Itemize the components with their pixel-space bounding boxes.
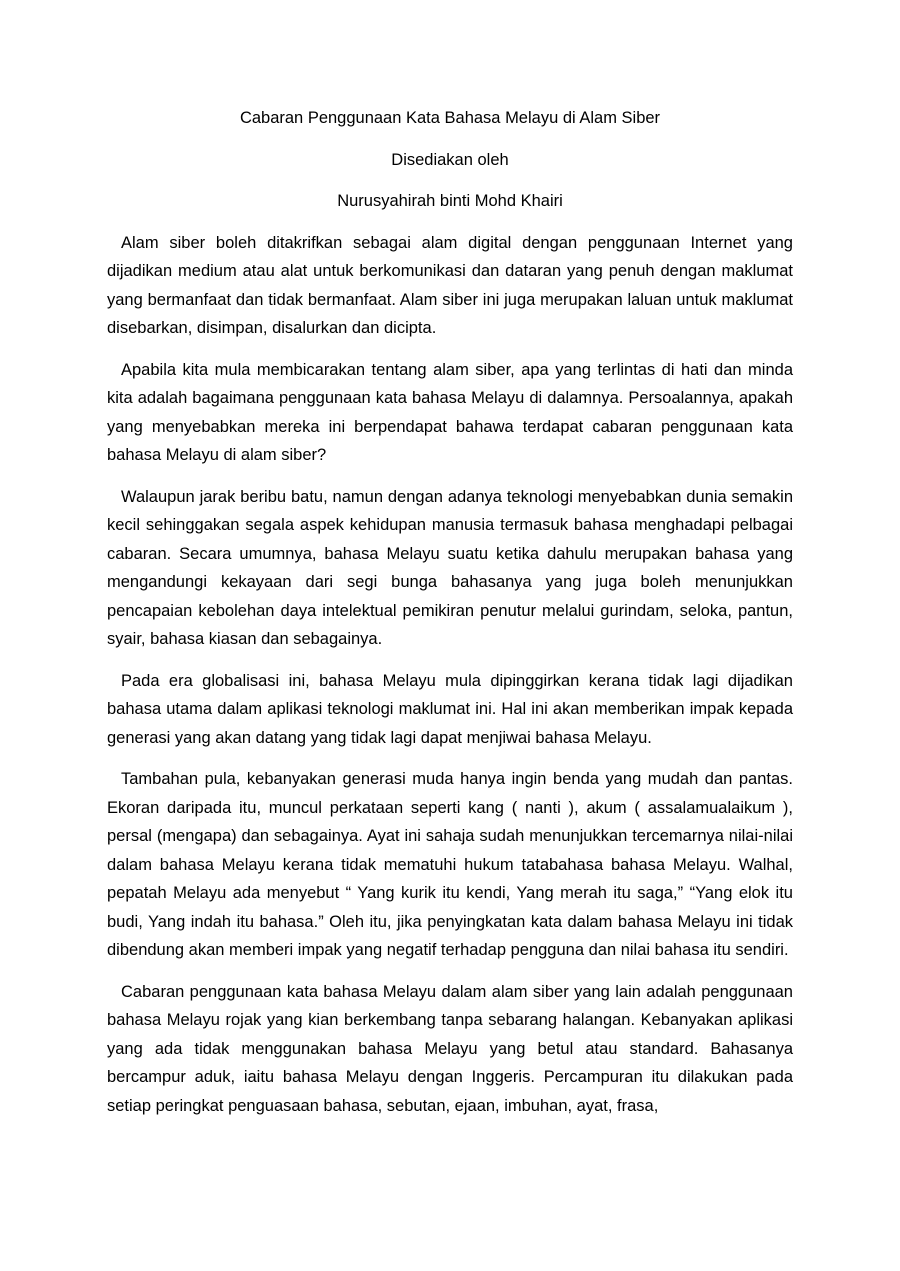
paragraphs (107, 229, 793, 1121)
paragraph: Alam siber boleh ditakrifkan sebagai alam digital dengan penggunaan Internet yang dijadikan medium atau alat untuk berkomunikasi dan dataran yang penuh dengan maklumat yang bermanfaat dan tidak bermanfaat. Alam siber ini juga merupakan laluan untuk maklumat disebarkan, disimpan, disalurkan dan dicipta. (107, 233, 793, 337)
paragraph: Pada era globalisasi ini, bahasa Melayu mula dipinggirkan kerana tidak lagi dijadikan bahasa utama dalam aplikasi teknologi maklumat ini. Hal ini akan memberikan impak kepada generasi yang akan datang yang tidak lagi dapat menjiwai bahasa Melayu. (107, 671, 793, 747)
paragraph: Apabila kita mula membicarakan tentang alam siber, apa yang terlintas di hati dan minda kita adalah bagaimana penggunaan kata bahasa Melayu di dalamnya. Persoalannya, apakah yang menyebabkan mereka ini berpendapat bahawa terdapat cabaran penggunaan kata bahasa Melayu di alam siber? (107, 360, 793, 464)
author-name: Nurusyahirah binti Mohd Khairi (337, 192, 563, 210)
paragraph: Cabaran penggunaan kata bahasa Melayu dalam alam siber yang lain adalah penggunaan bahasa Melayu rojak yang kian berkembang tanpa sebarang halangan. Kebanyakan aplikasi yang ada tidak menggunakan bahasa Melayu yang betul atau standard. Bahasanya bercampur aduk, iaitu bahasa Melayu dengan Inggeris. Percampuran itu dilakukan pada setiap peringkat penguasaan bahasa, sebutan, ejaan, imbuhan, ayat, frasa, (107, 982, 793, 1115)
prepared-by-label: Disediakan oleh (391, 150, 509, 169)
document-title: Cabaran Penggunaan Kata Bahasa Melayu di Alam Siber (239, 109, 661, 127)
paragraph: Tambahan pula, kebanyakan generasi muda hanya ingin benda yang mudah dan pantas. Ekoran daripada itu, muncul perkataan seperti kang ( nanti ), akum ( assalamualaikum ), persal (mengapa) dan sebagainya. Ayat ini sahaja sudah menunjukkan tercemarnya nilai-nilai dalam bahasa Melayu kerana tidak mematuhi hukum tatabahasa bahasa Melayu. Walhal, pepatah Melayu ada menyebut “ Yang kurik itu kendi, Yang merah itu saga,” “Yang elok itu budi, Yang indah itu bahasa.” Oleh itu, jika penyingkatan kata dalam bahasa Melayu ini tidak dibendung akan memberi impak yang negatif terhadap pengguna dan nilai bahasa itu sendiri. (107, 770, 793, 959)
paragraph: Walaupun jarak beribu batu, namun dengan adanya teknologi menyebabkan dunia semakin kecil sehinggakan segala aspek kehidupan manusia termasuk bahasa menghadapi pelbagai cabaran. Secara umumnya, bahasa Melayu suatu ketika dahulu merupakan bahasa yang mengandungi kekayaan dari segi bunga bahasanya yang juga boleh menunjukkan pencapaian kebolehan daya intelektual pemikiran penutur melalui gurindam, seloka, pantun, syair, bahasa kiasan dan sebagainya. (107, 487, 793, 648)
